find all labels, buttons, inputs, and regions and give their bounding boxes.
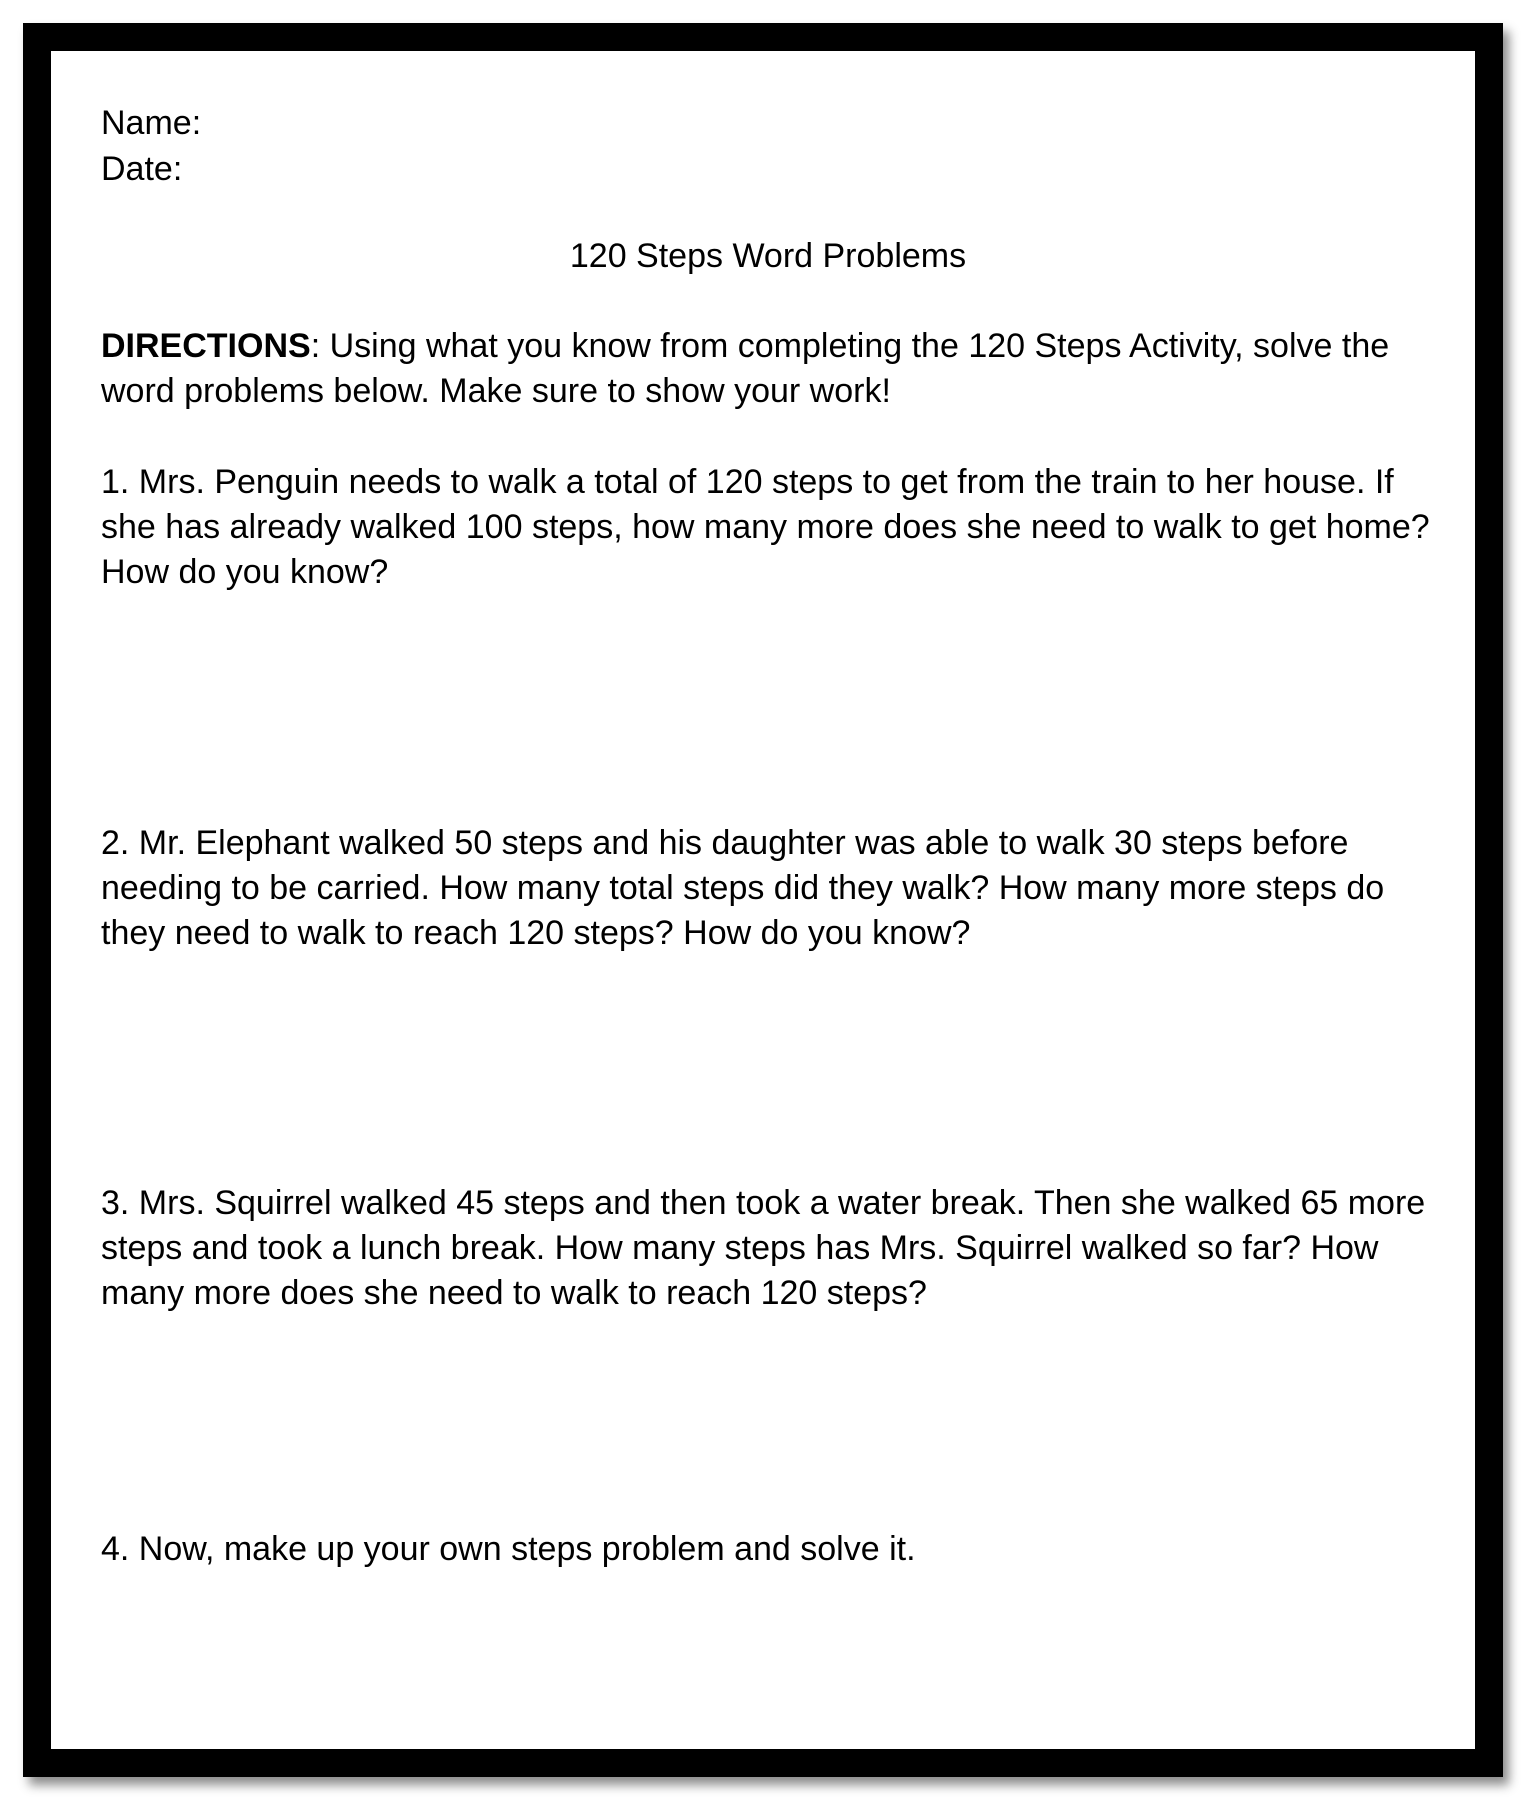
directions-label: DIRECTIONS	[101, 327, 311, 365]
problem-2: 2. Mr. Elephant walked 50 steps and his daughter was able to walk 30 steps before needing to be carried. How many total steps did they walk? How many more steps do they need to walk to reach 120 steps? How do you know?	[101, 824, 1385, 952]
directions-text: : Using what you know from completing the 120 Steps Activity, solve the word problems below. Make sure to show your work!	[101, 327, 1390, 410]
problem-4: 4. Now, make up your own steps problem and solve it.	[101, 1530, 916, 1568]
date-label: Date:	[101, 150, 183, 188]
worksheet-frame	[23, 23, 1503, 1777]
problem-3: 3. Mrs. Squirrel walked 45 steps and then took a water break. Then she walked 65 more steps and took a lunch break. How many steps has Mrs. Squirrel walked so far? How many more does she need to walk to reach 120 steps?	[101, 1184, 1426, 1312]
directions-paragraph	[101, 324, 1435, 414]
name-label: Name:	[101, 104, 202, 142]
worksheet-title: 120 Steps Word Problems	[569, 237, 967, 275]
problem-1: 1. Mrs. Penguin needs to walk a total of 120 steps to get from the train to her house. If she has already walked 100 steps, how many more does she need to walk to get home? How do you know?	[101, 463, 1430, 591]
